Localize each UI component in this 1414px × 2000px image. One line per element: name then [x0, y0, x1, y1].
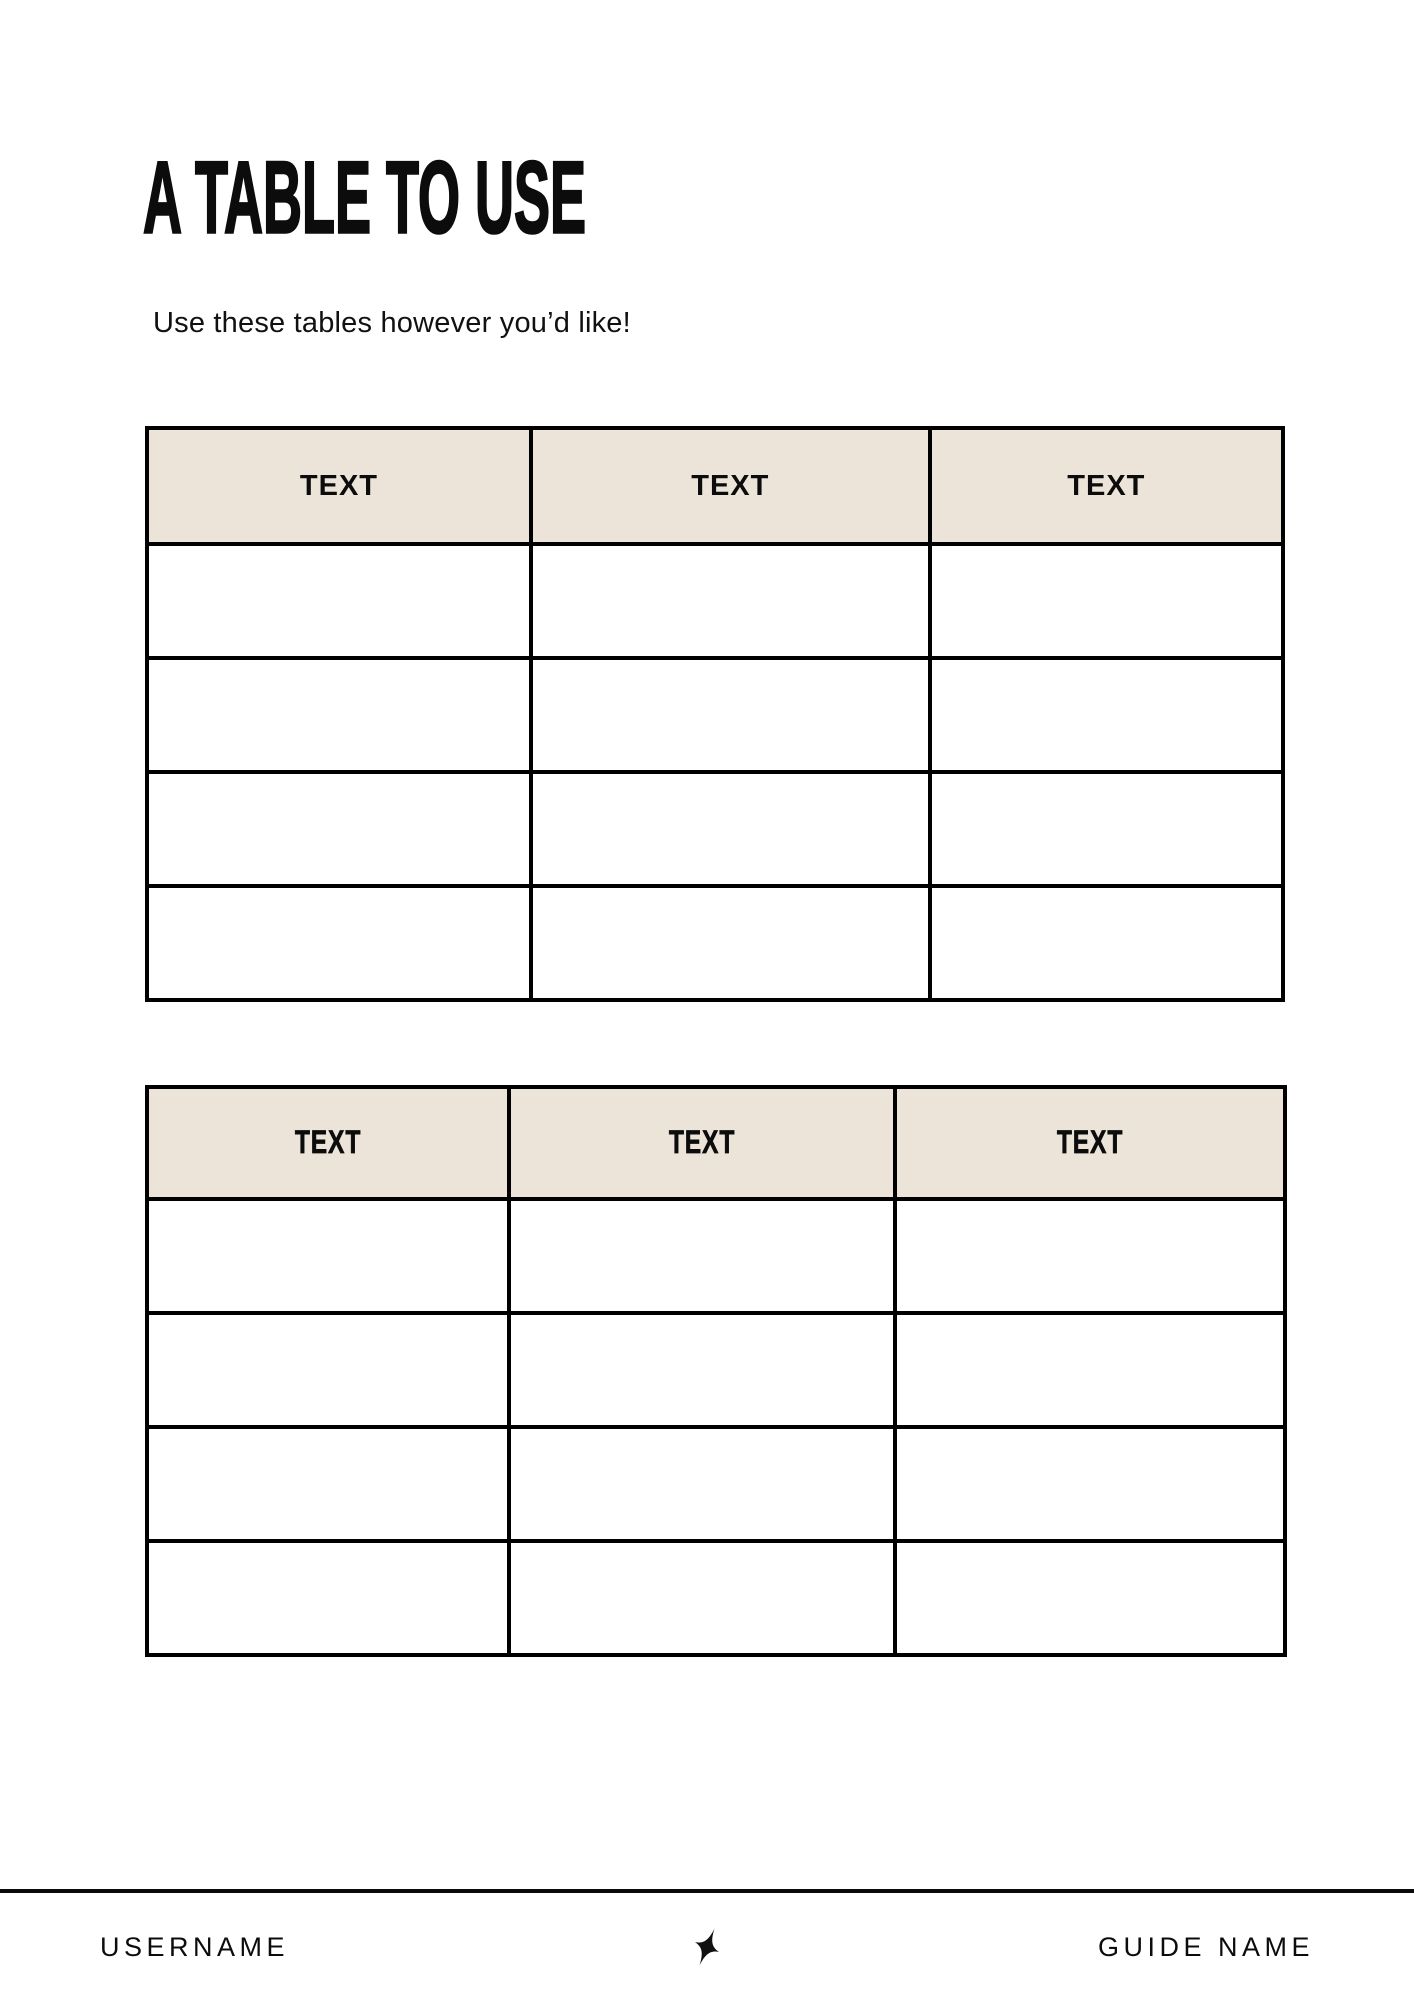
footer — [100, 1927, 1314, 1967]
table-1 — [145, 426, 1285, 1002]
table-1-header-row — [147, 428, 1283, 544]
table-cell — [147, 658, 531, 772]
table-cell — [531, 886, 930, 1000]
table-cell — [147, 544, 531, 658]
table-cell — [930, 544, 1283, 658]
table-row — [147, 1427, 1285, 1541]
table-2-header-cell: TEXT — [509, 1087, 895, 1199]
table-row — [147, 1313, 1285, 1427]
table-2-header-cell: TEXT — [895, 1087, 1285, 1199]
footer-divider — [0, 1889, 1414, 1893]
table-row — [147, 1541, 1285, 1655]
page-subtitle: Use these tables however you’d like! — [153, 307, 631, 339]
table-cell — [509, 1313, 895, 1427]
table-cell — [930, 658, 1283, 772]
table-cell — [509, 1199, 895, 1313]
table-row — [147, 1199, 1285, 1313]
table-cell — [531, 658, 930, 772]
table-row — [147, 544, 1283, 658]
sparkle-icon — [687, 1924, 726, 1971]
table-cell — [895, 1313, 1285, 1427]
table-row — [147, 886, 1283, 1000]
table-cell — [930, 886, 1283, 1000]
table-cell — [147, 1199, 509, 1313]
table-2-header-cell: TEXT — [147, 1087, 509, 1199]
footer-username: USERNAME — [100, 1931, 290, 1962]
table-1-header-cell: TEXT — [930, 428, 1283, 544]
table-cell — [531, 772, 930, 886]
page-title: A TABLE TO USE — [143, 140, 587, 256]
footer-guide-name: GUIDE NAME — [1097, 1931, 1314, 1962]
table-cell — [509, 1427, 895, 1541]
table-1-header-cell: TEXT — [531, 428, 930, 544]
table-cell — [895, 1427, 1285, 1541]
table-cell — [147, 1313, 509, 1427]
table-row — [147, 658, 1283, 772]
table-cell — [509, 1541, 895, 1655]
table-cell — [147, 1541, 509, 1655]
table-cell — [147, 886, 531, 1000]
table-2 — [145, 1085, 1287, 1657]
table-cell — [147, 772, 531, 886]
table-cell — [895, 1199, 1285, 1313]
table-cell — [531, 544, 930, 658]
table-cell — [147, 1427, 509, 1541]
table-2-header-row — [147, 1087, 1285, 1199]
table-cell — [895, 1541, 1285, 1655]
table-1-header-cell: TEXT — [147, 428, 531, 544]
table-row — [147, 772, 1283, 886]
table-cell — [930, 772, 1283, 886]
